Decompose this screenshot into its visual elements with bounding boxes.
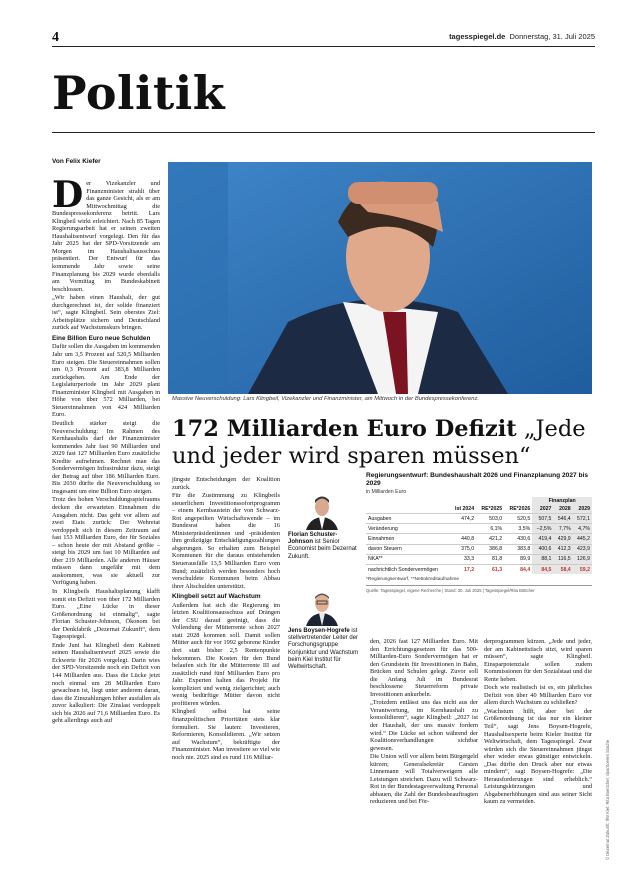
dropcap: D <box>52 174 84 216</box>
paragraph: Für die Zustimmung zu Klingbeils steuerlichem Investitionssofortprogramm – einem Kernbaustein der von Schwarz-Rot angepeilten Wirtschaftswende – im Bundesrat haben die 16 Ministerpräsidentinnen und -präsidenten ihm großzügige Entschädigungszahlungen abgerungen. So erhalten zum Beispiel Kommunen für die daraus entstehenden Steuerausfälle 13,5 Milliarden Euro vom Bund; zusätzlich werden besonders hoch verschuldete Kommunen beim Abbau ihrer Altschulden unterstützt. <box>172 492 280 590</box>
table-cell: 421,2 <box>476 534 504 544</box>
budget-table <box>366 497 592 574</box>
table-cell: 520,5 <box>504 514 532 524</box>
table-cell: 17,2 <box>450 564 476 574</box>
table-header <box>366 505 450 514</box>
row-label: nachrichtlich Sondervermögen <box>366 564 450 574</box>
table-header <box>476 497 504 505</box>
table-header <box>450 497 476 505</box>
paragraph: Doch wie realistisch ist es, ein jährliches Defizit von über 40 Milliarden Euro vor allem durch Wachstum zu schließen? <box>484 684 592 707</box>
expert-name: Florian Schuster-Johnson <box>288 532 338 546</box>
table-cell: 412,3 <box>553 544 572 554</box>
expert-portrait-boysen-hogrefe <box>300 588 344 626</box>
paragraph: Ende Juni hat Klingbeil dem Kabinett seinen Haushaltsentwurf 2025 sowie die Eckwerte für 2026 vorgelegt. Darin wies der SPD-Vorsitzende noch ein Defizit von 144 Milliarden aus. Dass die Lücke jetzt noch einmal um 28 Milliarden Euro gewachsen ist, liegt unter anderem daran, dass die Zinszahlungen höher ausfallen als zuvor kalkuliert: Die Zinslast verdoppelt sich bis 2026 auf 71,6 Milliarden Euro. Es geht allerdings auch auf <box>52 641 160 725</box>
paragraph: „Trotzdem entlässt uns das nicht aus der Verantwortung, im Kernhaushalt zu konsolidieren“, sagte Klingbeil: „2027 ist der Haushalt, der uns massiv fordern wird.“ Die Lücke sei schon während der Koalitionsverhandlungen sichtbar gewesen. <box>370 699 478 752</box>
table-source: Quelle: Tagesspiegel, eigene Recherche | Stand: 30. Juli 2025 | Tagesspiegel/Rita Böttcher <box>366 585 592 593</box>
row-label: Einnahmen <box>366 534 450 544</box>
table-cell: 59,2 <box>573 564 592 574</box>
issue-date: Donnerstag, 31. Juli 2025 <box>509 32 595 41</box>
masthead <box>449 32 595 41</box>
table-row <box>366 534 592 544</box>
table-header <box>504 497 532 505</box>
table-cell: 400,6 <box>532 544 553 554</box>
table-cell: 84,5 <box>532 564 553 574</box>
table-cell: 419,4 <box>532 534 553 544</box>
headline-quote: „Jede und jeder wird sparen müssen“ <box>172 416 586 469</box>
table-header: 2029 <box>573 505 592 514</box>
table-cell: 507,5 <box>532 514 553 524</box>
photo-caption: Massive Neuverschuldung: Lars Klingbeil, Vizekanzler und Finanzminister, am Mittwoch in der Bundespressekonferenz. <box>172 396 479 402</box>
table-header: 2027 <box>532 505 553 514</box>
table-footnote: *Regierungsentwurf, **Nettokreditaufnahme <box>366 577 460 583</box>
expert-box-1 <box>288 532 362 561</box>
article-column-4 <box>484 638 592 807</box>
paragraph: derprogrammen kürzen. „Jede und jeder, der am Kabinettstisch sitzt, wird sparen müssen“, sagte Klingbeil. Einsparpotenziale sollen zudem Kommissionen für den Sozialstaat und die Rente heben. <box>484 638 592 683</box>
table-cell: 89,9 <box>504 554 532 564</box>
table-unit: in Milliarden Euro <box>366 489 407 495</box>
table-cell: 423,9 <box>573 544 592 554</box>
table-row <box>366 524 592 534</box>
expert-box-2 <box>288 628 362 671</box>
table-cell: 572,1 <box>573 514 592 524</box>
photo-illustration <box>168 162 592 394</box>
table-row <box>366 514 592 524</box>
table-header: Ist 2024 <box>455 506 475 512</box>
table-cell: 81,8 <box>476 554 504 564</box>
table-cell: 6,1% <box>476 524 504 534</box>
table-row <box>366 544 592 554</box>
paragraph: „Wir haben einen Haushalt, der gut durchgerechnet ist, der solide finanziert ist“, sagte Klingbeil. Sein oberstes Ziel: Arbeitsplätze sichern und Deutschland zurück auf Wachstumskurs bringen. <box>52 294 160 332</box>
lead-paragraph <box>52 174 160 293</box>
paragraph: Außerdem hat sich die Regierung im letzten Koalitionsausschuss auf Drängen der CSU darauf geeinigt, dass die Vollendung der Mütterrente schon 2027 statt 2028 kommen soll. Damit sollen Mütter auch für vor 1992 geborene Kinder drei statt bisher 2,5 Rentenpunkte bekommen. Die Kosten für den Bund belaufen sich für die Mütterrente III auf zusätzlich rund fünf Milliarden Euro pro Jahr. Experten halten das Projekt für kompliziert und wenig zielgerichtet; auch wenig bedürftige Mütter davon nicht profitieren würden. <box>172 601 280 707</box>
header-rule <box>52 46 595 47</box>
site-name[interactable]: tagesspiegel.de <box>449 32 506 41</box>
table-cell: 61,3 <box>476 564 504 574</box>
table-cell: 474,2 <box>450 514 476 524</box>
table-title: Regierungsentwurf: Bundeshaushalt 2026 und Finanzplanung 2027 bis 2029 <box>366 472 589 487</box>
section-title: Politik <box>52 66 226 120</box>
article-column-1 <box>172 476 280 762</box>
byline: Von Felix Kiefer <box>52 158 101 165</box>
table-row <box>366 554 592 564</box>
table-cell <box>450 524 476 534</box>
table-cell: 546,4 <box>553 514 572 524</box>
budget-table-box <box>366 472 592 593</box>
expert-portrait-schuster-johnson <box>300 492 344 530</box>
table-cell: 386,8 <box>476 544 504 554</box>
expert-description: ist Senior Economist beim Dezernat Zukunft. <box>288 539 357 560</box>
paragraph: Deutlich stärker steigt die Neuverschuldung: Im Rahmen des Kernhaushalts darf der Finanzminister kommendes Jahr fast 90 Milliarden und 2029 fast 127 Milliarden Euro zusätzliche Kredite aufnehmen. Rechnet man das Sondervermögen Infrastruktur dazu, steigt der Betrag auf über 186 Milliarden Euro. Bis 2030 dürfte die Neuverschuldung so insgesamt um eine Billion Euro steigen. <box>52 419 160 495</box>
lead-photo <box>168 162 592 394</box>
paragraph: Klingbeil selbst hat seine finanzpolitischen Prioritäten stets klar formuliert. Sie lauten: Investieren, Reformieren, Konsolidieren. „Wir setzen auf Wachstum“, bekräftigte der Finanzminister. Man investiere so viel wie noch nie. 2025 sind es rund 116 Milliar- <box>172 708 280 761</box>
table-header: RE*2025 <box>481 506 503 512</box>
table-cell: 429,9 <box>553 534 572 544</box>
paragraph: den, 2026 fast 127 Milliarden Euro. Mit den Errichtungsgesetzen für das 500-Milliarden-Euro Sondervermögen hat er den Grundstein für Investitionen in Bahn, Brücken und Schulen gelegt. Zuvor soll die Anfang Juli im Bundesrat beschlossene Steuerreform private Investitionen ankurbeln. <box>370 638 478 698</box>
paragraph: „Wachstum hilft, aber bei der Größenordnung ist das nur ein kleiner Teil“, sagt Jens Boysen-Hogrefe, Haushaltsexperte beim Kieler Institut für Weltwirtschaft, dem Tagesspiegel. Zwar würden sich die Steuereinnahmen jüngst eher wieder etwas günstiger entwickeln. „Das dürfte den Druck aber nur etwas mindern“, sagt Boysen-Hogrefe: „Die Herausforderungen sind erheblich.“ Leistungskürzungen und Abgabenerhöhungen sind aus seiner Sicht kaum zu vermeiden. <box>484 707 592 806</box>
row-label: Ausgaben <box>366 514 450 524</box>
table-cell: 88,1 <box>532 554 553 564</box>
table-cell: 58,4 <box>553 564 572 574</box>
table-row <box>366 564 592 574</box>
table-header: RE*2026 <box>509 506 531 512</box>
table-cell: 116,5 <box>553 554 572 564</box>
table-cell: 430,6 <box>504 534 532 544</box>
table-cell: 375,0 <box>450 544 476 554</box>
section-rule <box>52 132 595 133</box>
table-cell: 7,7% <box>553 524 572 534</box>
paragraph: In Klingbeils Haushaltsplanung klafft somit ein Defizit von über 172 Milliarden Euro. „Eine Lücke in dieser Größenordnung ist einmalig“, sagte Florian Schuster-Johnson, Ökonom bei der Denkfabrik „Dezernat Zukunft“, dem Tagesspiegel. <box>52 587 160 641</box>
table-cell: 383,8 <box>504 544 532 554</box>
table-header: 2028 <box>553 505 572 514</box>
paragraph: Trotz des hohen Verschuldungsspielraums decken die erwarteten Einnahmen die Ausgaben nicht. Das geht vor allem auf zwei Etats zurück: Der Wehretat verdoppelt sich in diesem Zeitraum auf fast 153 Milliarden Euro, der für Soziales – schon heute der mit Abstand größte – steigt bis 2029 um fast 10 Milliarden auf über 219 Milliarden. Alle anderen Häuser müssen dann ungefähr mit dem auskommen, was sie aktuell zur Verfügung haben. <box>52 496 160 587</box>
subheading: Klingbeil setzt auf Wachstum <box>172 593 261 601</box>
table-cell: 445,2 <box>573 534 592 544</box>
paragraph: Dafür sollen die Ausgaben im kommenden Jahr um 3,5 Prozent auf 520,5 Milliarden Euro steigen. Die Steuereinnahmen sollen um 0,3 Prozent auf 383,8 Milliarden zurückgehen. Am Ende der Legislaturperiode im Jahr 2029 plant Finanzminister Klingbeil mit Ausgaben in Höhe von über 572 Milliarden, bei Steuereinnahmen von 424 Milliarden Euro. <box>52 343 160 419</box>
table-cell: –2,5% <box>532 524 553 534</box>
page-number: 4 <box>52 30 59 45</box>
row-label: davon Steuern <box>366 544 450 554</box>
table-cell: 4,7% <box>573 524 592 534</box>
table-header <box>366 497 450 505</box>
table-cell: 3,5% <box>504 524 532 534</box>
article-left-column <box>52 174 160 726</box>
paragraph: jüngste Entscheidungen der Koalition zurück. <box>172 476 280 491</box>
table-cell: 33,3 <box>450 554 476 564</box>
headline-main: 172 Milliarden Euro Defizit <box>172 416 517 442</box>
expert-name: Jens Boysen-Hogrefe <box>288 628 350 634</box>
table-cell: 503,0 <box>476 514 504 524</box>
table-cell: 440,8 <box>450 534 476 544</box>
photo-credit: © Dezernat Zukunft; IfW Kiel; Rita Boettcher; dpa/Soeren Stache <box>605 739 610 860</box>
paragraph: Die Union will vor allem beim Bürgergeld kürzen; Generalsekretär Carsten Linnemann will Totalverweigern alle Leistungen streichen. Dazu will Schwarz-Rot in der Bundestagsverwaltung Personal abbauen, die Zahl der Bundesbeauftragten reduzieren und bei För- <box>370 753 478 806</box>
headline <box>172 416 592 470</box>
lead-text: er Vizekanzler und Finanzminister strahlt über das ganze Gesicht, als er am Mittwochmittag die Bundespressekonferenz betritt. Lars Klingbeil wirkt erleichtert. Nach 85 Tagen Regierungsarbeit hat er seinen zweiten Haushaltsentwurf vorgelegt. Den für das Jahr 2025 hat der SPD-Vorsitzende am Morgen im Haushaltsausschuss präsentiert. Der Entwurf für das kommende Jahr sowie seine Finanzplanung bis 2029 wurde ebenfalls am Vormittag im Bundeskabinett beschlossen. <box>52 180 160 293</box>
subheading: Eine Billion Euro neue Schulden <box>52 334 151 342</box>
row-label: Veränderung <box>366 524 450 534</box>
article-column-3 <box>370 638 478 807</box>
finanzplan-header: Finanzplan <box>532 497 592 505</box>
row-label: NKA** <box>366 554 450 564</box>
table-cell: 84,4 <box>504 564 532 574</box>
expert-description: ist stellvertretender Leiter der Forschungsgruppe Konjunktur und Wachstum beim Kiel Institut für Weltwirtschaft. <box>288 628 359 671</box>
table-cell: 126,9 <box>573 554 592 564</box>
